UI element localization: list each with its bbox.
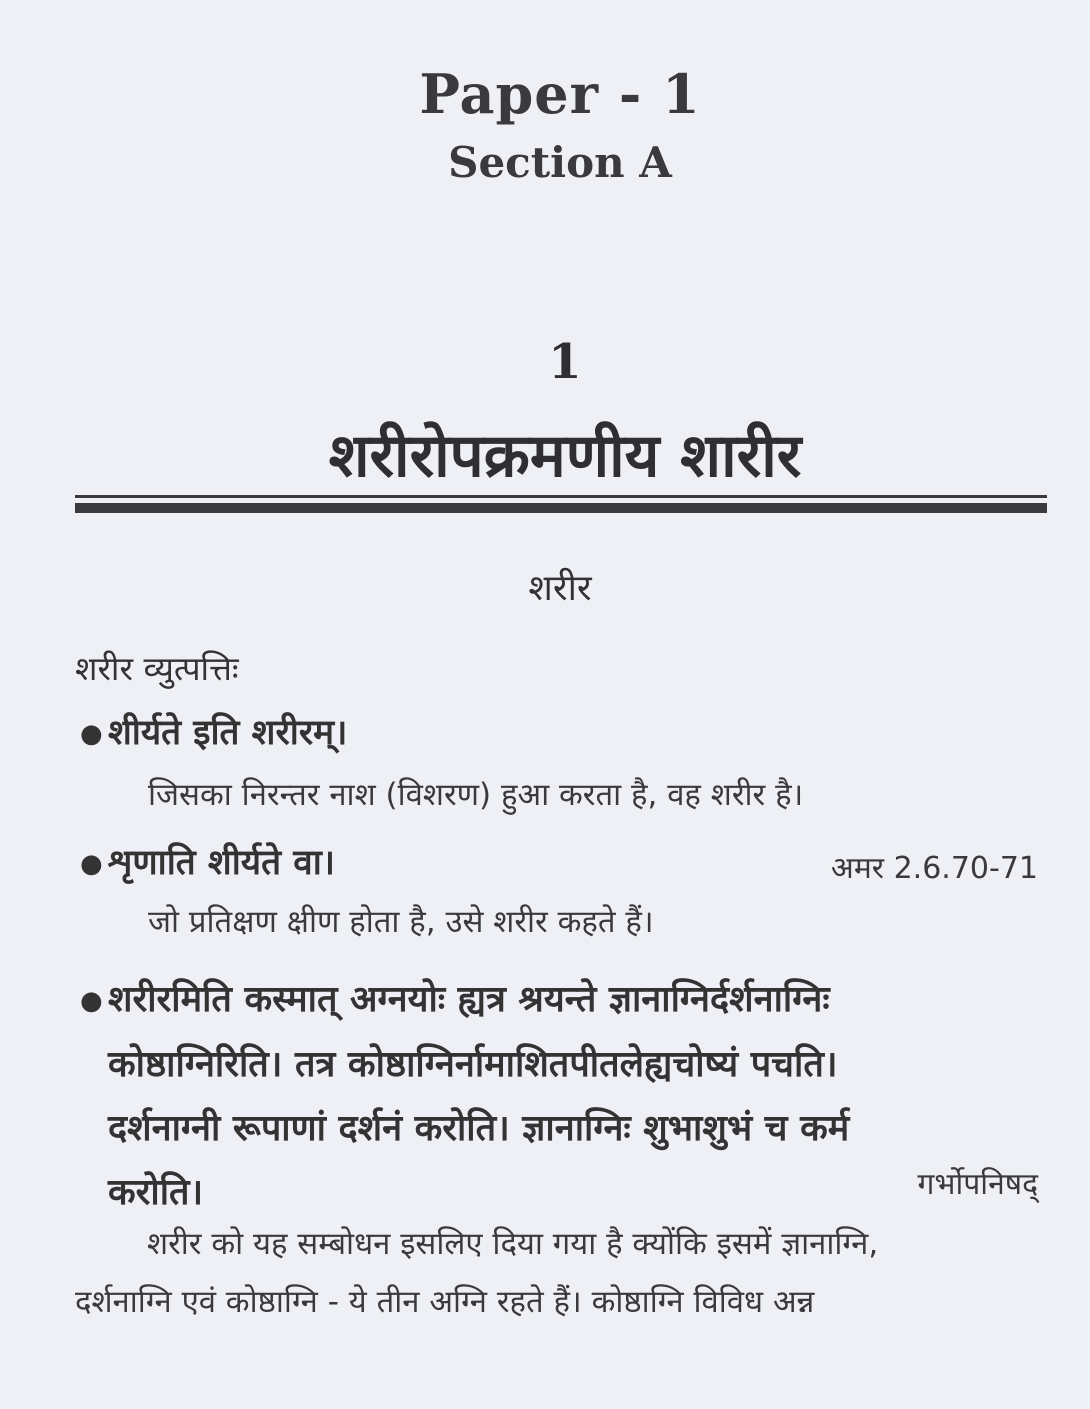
long-verse-reference: गर्भोपनिषद् <box>917 1167 1038 1202</box>
long-verse <box>80 968 1048 1225</box>
derivation-heading: शरीर व्युत्पत्तिः <box>75 649 239 688</box>
long-verse-line-2: कोष्ठाग्निरिति। तत्र कोष्ठाग्निर्नामाशितपीतलेह्यचोष्यं पचति। <box>108 1044 838 1085</box>
section-title: Section A <box>448 138 672 187</box>
meaning-2: जो प्रतिक्षण क्षीण होता है, उसे शरीर कहते हैं। <box>148 904 654 940</box>
subheading: शरीर <box>528 568 592 609</box>
bullet-icon: ● <box>80 849 103 879</box>
chapter-title: शरीरोपक्रमणीय शारीर <box>328 421 802 491</box>
paper-title: Paper - 1 <box>419 62 701 126</box>
title-rule-thick <box>75 503 1047 513</box>
long-verse-line-4: करोति। <box>108 1172 204 1213</box>
paragraph-line-1: शरीर को यह सम्बोधन इसलिए दिया गया है क्योंकि इसमें ज्ञानाग्नि, <box>147 1226 879 1262</box>
long-verse-line-1: ● शरीरमिति कस्मात् अग्नयोः ह्यत्र श्रयन्ते ज्ञानाग्निर्दर्शनाग्निः <box>80 968 1048 1033</box>
verse-2 <box>80 838 335 885</box>
title-rule-thin <box>75 495 1047 498</box>
verse-2-text: शृणाति शीर्यते वा। <box>108 843 336 883</box>
meaning-1: जिसका निरन्तर नाश (विशरण) हुआ करता है, वह शरीर है। <box>148 777 804 813</box>
verse-2-reference: अमर 2.6.70-71 <box>830 851 1038 886</box>
verse-1-text: शीर्यते इति शरीरम्। <box>108 713 348 753</box>
long-verse-line-3: दर्शनाग्नी रूपाणां दर्शनं करोति। ज्ञानाग्निः शुभाशुभं च कर्म <box>108 1108 850 1149</box>
paragraph-line-2: दर्शनाग्नि एवं कोष्ठाग्नि - ये तीन अग्नि रहते हैं। कोष्ठाग्नि विविध अन्न <box>75 1284 815 1320</box>
verse-1 <box>80 708 347 755</box>
bullet-icon: ● <box>80 719 103 749</box>
explanation-paragraph <box>75 1215 1047 1331</box>
bullet-icon: ● <box>80 986 103 1016</box>
chapter-number: 1 <box>548 334 582 390</box>
